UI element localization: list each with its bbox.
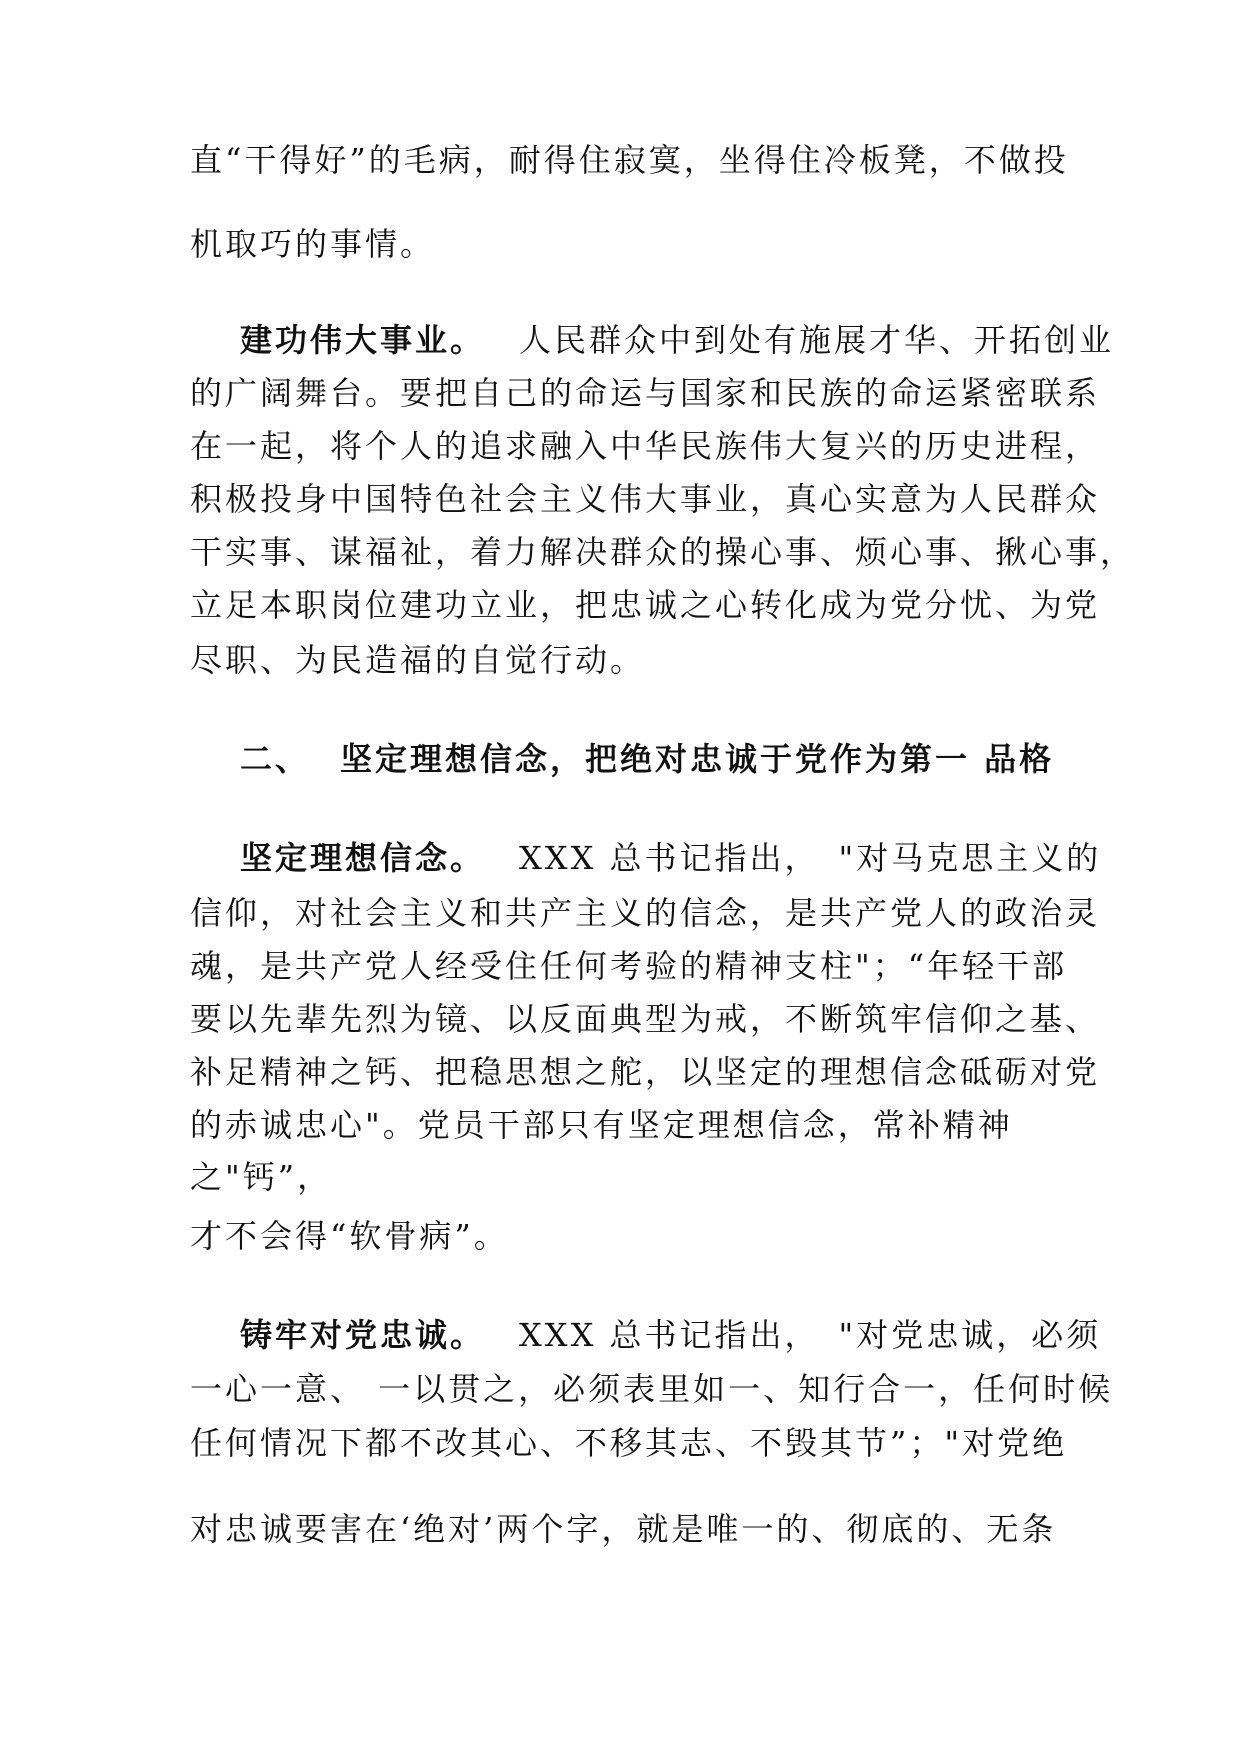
paragraph-first-line [240, 836, 1102, 880]
paragraph-line: 立足本职岗位建功立业，把忠诚之心转化成为党分忧、为党 [190, 586, 1101, 624]
paragraph-line: 要以先辈先烈为镜、以反面典型为戒，不断筑牢信仰之基、 [190, 1000, 1101, 1038]
section-heading [240, 737, 1100, 781]
paragraph-line: 尽职、为民造福的自觉行动。 [190, 641, 646, 679]
paragraph-line: 的赤诚忠心"。党员干部只有坚定理想信念，常补精神 [190, 1106, 1013, 1144]
paragraph-line: 信仰，对社会主义和共产主义的信念，是共产党人的政治灵 [190, 894, 1101, 932]
paragraph-text: XXX 总书记指出， "对马克思主义的 [519, 839, 1102, 877]
paragraph-lead: 建功伟大事业。 [240, 321, 486, 359]
paragraph-line: 直“干得好”的毛病，耐得住寂寞，坐得住冷板凳，不做投 [190, 141, 1069, 179]
paragraph-first-line [240, 1313, 1102, 1357]
paragraph-line: 机取巧的事情。 [190, 225, 436, 263]
section-number: 二、 [240, 740, 311, 778]
paragraph-line: 在一起，将个人的追求融入中华民族伟大复兴的历史进程， [190, 427, 1101, 465]
paragraph-lead: 铸牢对党忠诚。 [240, 1316, 486, 1354]
paragraph-first-line [240, 318, 1115, 362]
paragraph-line: 补足精神之钙、把稳思想之舵，以坚定的理想信念砥砺对党 [190, 1053, 1101, 1091]
paragraph-line: 的广阔舞台。要把自己的命运与国家和民族的命运紧密联系 [190, 374, 1101, 412]
section-title: 坚定理想信念，把绝对忠诚于党作为第一 品格 [340, 740, 1055, 778]
paragraph-line: 干实事、谋福祉，着力解决群众的操心事、烦心事、揪心事， [190, 533, 1136, 571]
paragraph-line: 才不会得“软骨病”。 [190, 1217, 509, 1255]
paragraph-line: 任何情况下都不改其心、不移其志、不毁其节”；"对党绝 [190, 1424, 1068, 1462]
paragraph-line: 积极投身中国特色社会主义伟大事业，真心实意为人民群众 [190, 480, 1101, 518]
paragraph-text: 人民群众中到处有施展才华、开拓创业 [519, 321, 1115, 359]
paragraph-line: 对忠诚要害在‘绝对’两个字，就是唯一的、彻底的、无条 [190, 1510, 1057, 1548]
paragraph-text: XXX 总书记指出， "对党忠诚，必须 [519, 1316, 1102, 1354]
paragraph-lead: 坚定理想信念。 [240, 839, 486, 877]
paragraph-line: 魂，是共产党人经受住任何考验的精神支柱"；“年轻干部 [190, 947, 1068, 985]
paragraph-line: 之"钙”， [190, 1158, 333, 1196]
paragraph-line: 一心一意、 一以贯之，必须表里如一、知行合一，任何时候 [190, 1370, 1114, 1408]
